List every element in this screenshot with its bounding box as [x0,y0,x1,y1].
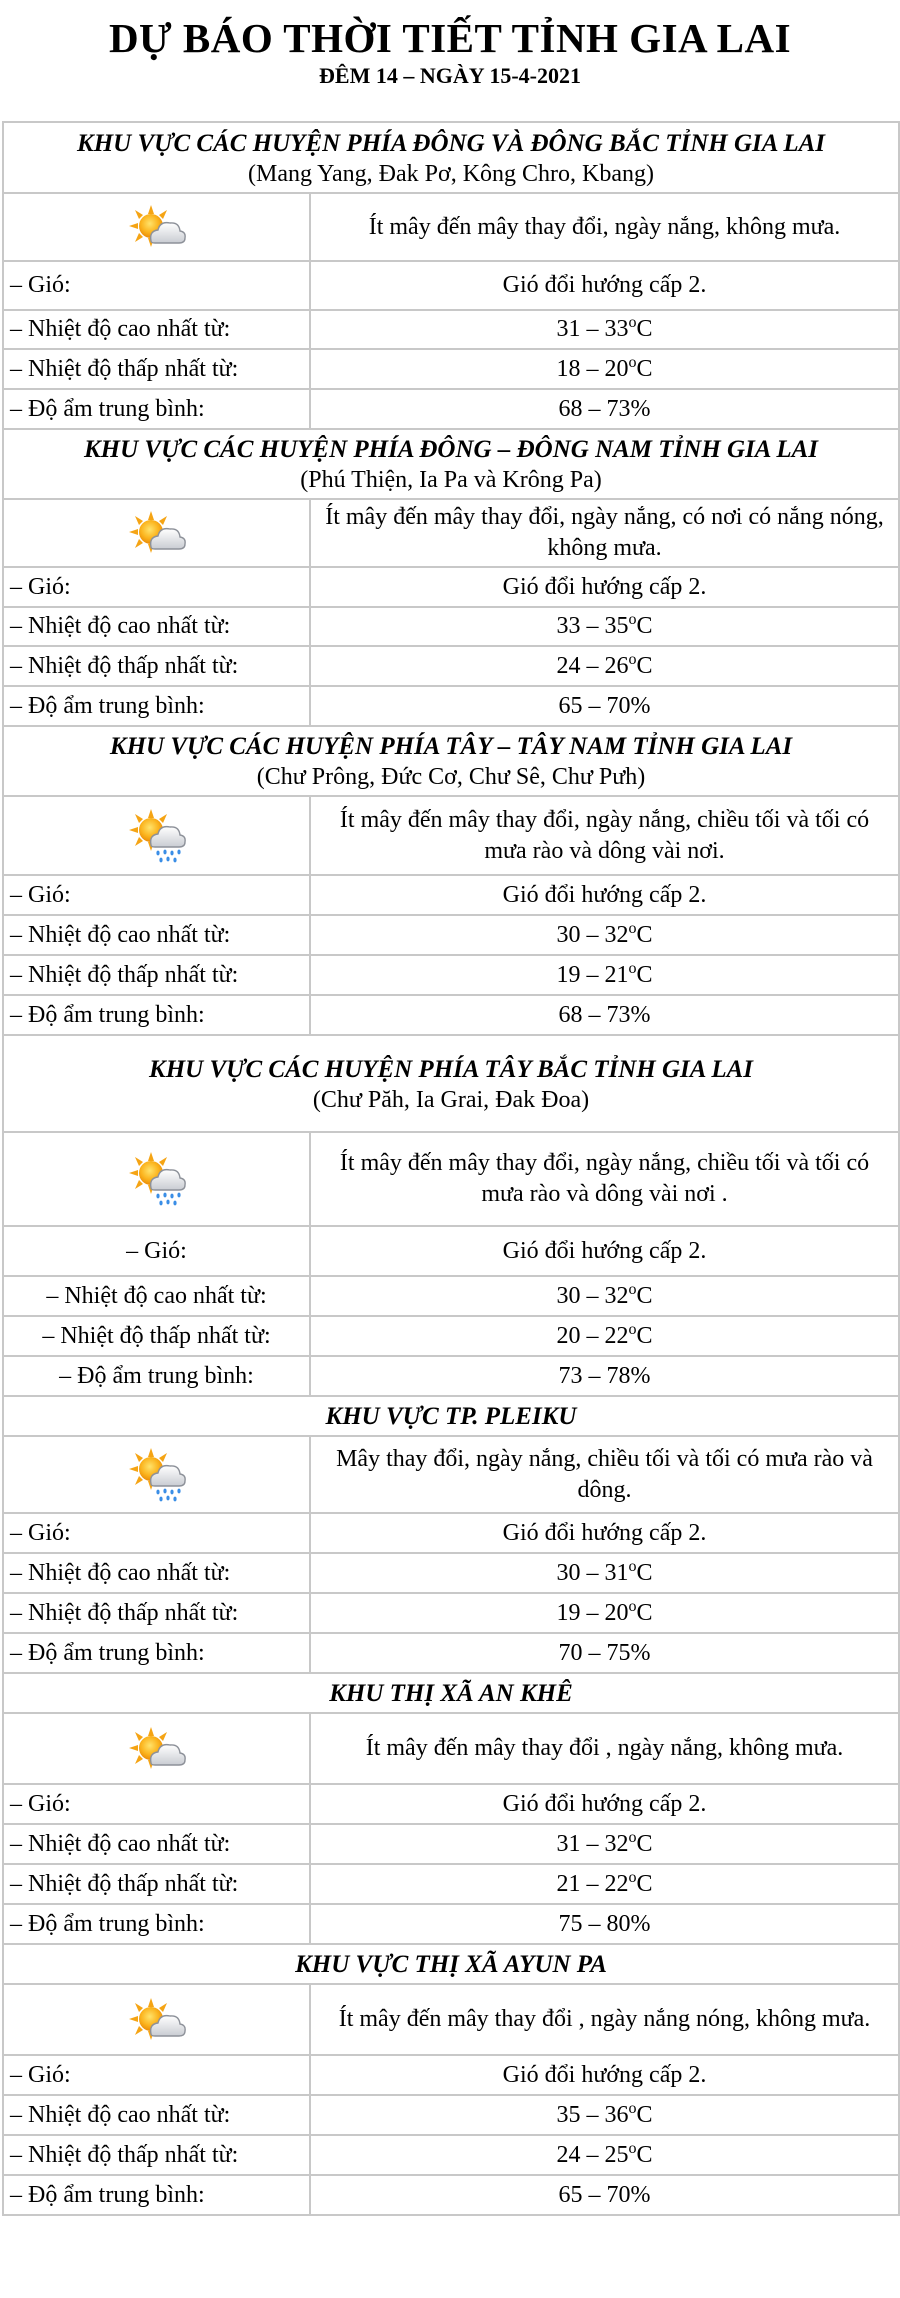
weather-icon-cell [3,1132,310,1226]
zone-header-row [3,726,899,796]
tmax-value: 33 – 35$^o$C [310,607,899,646]
humidity-label: – Độ ẩm trung bình: [3,686,310,726]
forecast-description: Ít mây đến mây thay đổi, ngày nắng, không mưa. [310,193,899,261]
degree-mark: o [628,919,637,937]
tmax-value: 31 – 33$^o$C [310,310,899,349]
forecast-description: Ít mây đến mây thay đổi , ngày nắng nóng, không mưa. [310,1984,899,2055]
degree-mark: o [628,2139,637,2157]
humidity-value: 65 – 70% [310,686,899,726]
tmin-label: – Nhiệt độ thấp nhất từ: [3,1316,310,1356]
tmin-label: – Nhiệt độ thấp nhất từ: [3,646,310,686]
degree-mark: o [628,611,637,628]
zone-forecast-row [3,796,899,875]
zone-header [3,122,899,193]
sun-cloud-icon [127,1994,187,2046]
tmax-value: 35 – 36$^o$C [310,2095,899,2135]
zone-forecast-row [3,499,899,567]
forecast-description: Ít mây đến mây thay đổi, ngày nắng, chiều tối và tối có mưa rào và dông vài nơi. [310,796,899,875]
temp-unit: C [636,316,653,342]
tmin-row [3,1593,899,1633]
wind-row [3,1513,899,1553]
weather-icon-cell [3,193,310,261]
weather-icon-cell [3,1436,310,1513]
tmax-label: – Nhiệt độ cao nhất từ: [3,2095,310,2135]
tmin-row [3,646,899,686]
wind-row [3,875,899,915]
tmax-row [3,607,899,646]
humidity-label: – Độ ẩm trung bình: [3,1633,310,1673]
degree-mark: o [628,1828,637,1846]
tmin-row [3,955,899,995]
temp-unit: C [636,355,653,382]
zone-header [3,726,899,796]
degree-mark: o [628,1597,637,1615]
temp-unit: C [636,961,653,988]
temp-unit: C [636,1322,653,1349]
wind-row [3,261,899,310]
tmax-label: – Nhiệt độ cao nhất từ: [3,1276,310,1316]
zone-districts: (Mang Yang, Đak Pơ, Kông Chro, Kbang) [248,160,655,187]
humidity-value: 65 – 70% [310,2175,899,2215]
wind-label: – Gió: [3,875,310,915]
wind-label: – Gió: [3,261,310,310]
temp-unit: C [636,613,653,639]
tmax-row [3,915,899,955]
tmin-row [3,2135,899,2175]
tmax-label: – Nhiệt độ cao nhất từ: [3,607,310,646]
zone-header-row [3,429,899,499]
zone-header-row [3,1673,899,1713]
sun-cloud-icon [127,507,187,559]
humidity-value: 68 – 73% [310,389,899,429]
sun-cloud-icon [127,201,187,253]
zone-area-title: KHU VỰC CÁC HUYỆN PHÍA TÂY – TÂY NAM TỈNH GIA LAI [109,733,793,760]
humidity-label: – Độ ẩm trung bình: [3,1356,310,1396]
zone-area-title: KHU VỰC TP. PLEIKU [325,1402,577,1430]
tmin-value: 19 – 20$^o$C [310,1593,899,1633]
zone-header [3,1944,899,1984]
tmin-value: 19 – 21$^o$C [310,955,899,995]
wind-value: Gió đổi hướng cấp 2. [310,261,899,310]
degree-mark: o [628,2099,637,2117]
wind-value: Gió đổi hướng cấp 2. [310,1513,899,1553]
wind-row [3,1226,899,1276]
zone-area-title: KHU VỰC CÁC HUYỆN PHÍA ĐÔNG – ĐÔNG NAM TỈNH GIA LAI [83,436,819,463]
zone-area-title: KHU VỰC THỊ XÃ AYUN PA [295,1950,607,1978]
degree-mark: o [628,314,637,331]
zone-districts: (Chư Prông, Đức Cơ, Chư Sê, Chư Pưh) [256,764,646,790]
weather-icon-cell [3,1984,310,2055]
humidity-label: – Độ ẩm trung bình: [3,1904,310,1944]
zone-header-row [3,122,899,193]
zone-forecast-row [3,1132,899,1226]
zone-forecast-row [3,193,899,261]
tmax-row [3,310,899,349]
humidity-label: – Độ ẩm trung bình: [3,2175,310,2215]
degree-mark: o [628,959,637,977]
temp-unit: C [636,1830,653,1857]
temp-unit: C [636,1282,653,1309]
temp-unit: C [636,1559,653,1586]
humidity-row [3,995,899,1035]
degree-mark: o [628,353,637,371]
degree-mark: o [628,1320,637,1338]
humidity-label: – Độ ẩm trung bình: [3,389,310,429]
humidity-row [3,389,899,429]
wind-label: – Gió: [3,1784,310,1824]
zone-area-title: KHU VỰC CÁC HUYỆN PHÍA TÂY BẮC TỈNH GIA LAI [149,1055,753,1083]
tmin-row [3,1864,899,1904]
zone-header-row [3,1035,899,1132]
forecast-table [2,121,900,2216]
tmin-label: – Nhiệt độ thấp nhất từ: [3,349,310,389]
tmin-label: – Nhiệt độ thấp nhất từ: [3,955,310,995]
temp-unit: C [636,2101,653,2128]
humidity-row [3,2175,899,2215]
tmax-row [3,2095,899,2135]
tmax-label: – Nhiệt độ cao nhất từ: [3,310,310,349]
tmin-value: 21 – 22$^o$C [310,1864,899,1904]
humidity-value: 73 – 78% [310,1356,899,1396]
humidity-row [3,686,899,726]
temp-unit: C [636,921,653,948]
wind-value: Gió đổi hướng cấp 2. [310,2055,899,2095]
tmax-row [3,1824,899,1864]
tmax-value: 31 – 32$^o$C [310,1824,899,1864]
temp-unit: C [636,652,653,679]
tmax-row [3,1553,899,1593]
zone-header [3,1673,899,1713]
sun-cloud-icon [127,1723,187,1775]
humidity-value: 70 – 75% [310,1633,899,1673]
humidity-row [3,1356,899,1396]
wind-label: – Gió: [3,1513,310,1553]
zone-header-row [3,1944,899,1984]
forecast-description: Ít mây đến mây thay đổi , ngày nắng, không mưa. [310,1713,899,1784]
tmax-value: 30 – 31$^o$C [310,1553,899,1593]
tmax-label: – Nhiệt độ cao nhất từ: [3,1824,310,1864]
forecast-description: Mây thay đổi, ngày nắng, chiều tối và tối có mưa rào và dông. [310,1436,899,1513]
tmax-label: – Nhiệt độ cao nhất từ: [3,1553,310,1593]
humidity-row [3,1633,899,1673]
tmin-value: 18 – 20$^o$C [310,349,899,389]
wind-label: – Gió: [3,1226,310,1276]
zone-districts: (Phú Thiện, Ia Pa và Krông Pa) [300,467,602,493]
weather-icon-cell [3,796,310,875]
wind-row [3,2055,899,2095]
zone-header [3,1035,899,1132]
zone-forecast-row [3,1984,899,2055]
humidity-value: 68 – 73% [310,995,899,1035]
degree-mark: o [628,1868,637,1886]
temp-unit: C [636,2141,653,2168]
zone-header-row [3,1396,899,1436]
page-subtitle: ĐÊM 14 – NGÀY 15-4-2021 [319,63,581,88]
zone-area-title: KHU VỰC CÁC HUYỆN PHÍA ĐÔNG VÀ ĐÔNG BẮC TỈNH GIA LAI [77,129,825,157]
tmin-label: – Nhiệt độ thấp nhất từ: [3,2135,310,2175]
tmin-label: – Nhiệt độ thấp nhất từ: [3,1593,310,1633]
tmin-label: – Nhiệt độ thấp nhất từ: [3,1864,310,1904]
tmax-value: 30 – 32$^o$C [310,915,899,955]
tmin-row [3,349,899,389]
zone-districts: (Chư Păh, Ia Grai, Đak Đoa) [312,1086,590,1113]
wind-value: Gió đổi hướng cấp 2. [310,1784,899,1824]
humidity-label: – Độ ẩm trung bình: [3,995,310,1035]
temp-unit: C [636,1870,653,1897]
wind-row [3,567,899,607]
tmin-value: 24 – 26$^o$C [310,646,899,686]
sun-cloud-rain-icon [127,805,187,867]
humidity-row [3,1904,899,1944]
tmax-row [3,1276,899,1316]
tmax-value: 30 – 32$^o$C [310,1276,899,1316]
wind-value: Gió đổi hướng cấp 2. [310,567,899,607]
zone-forecast-row [3,1713,899,1784]
forecast-description: Ít mây đến mây thay đổi, ngày nắng, chiều tối và tối có mưa rào và dông vài nơi . [310,1132,899,1226]
wind-value: Gió đổi hướng cấp 2. [310,875,899,915]
degree-mark: o [628,650,637,668]
zone-area-title: KHU THỊ XÃ AN KHÊ [329,1679,573,1707]
weather-icon-cell [3,1713,310,1784]
tmin-value: 20 – 22$^o$C [310,1316,899,1356]
wind-label: – Gió: [3,2055,310,2095]
zone-forecast-row [3,1436,899,1513]
zone-header [3,429,899,499]
weather-icon-cell [3,499,310,567]
humidity-value: 75 – 80% [310,1904,899,1944]
wind-row [3,1784,899,1824]
degree-mark: o [628,1557,637,1575]
wind-value: Gió đổi hướng cấp 2. [310,1226,899,1276]
sun-cloud-rain-icon [127,1148,187,1210]
sun-cloud-rain-icon [127,1444,187,1506]
forecast-description: Ít mây đến mây thay đổi, ngày nắng, có nơi có nắng nóng, không mưa. [310,499,899,567]
degree-mark: o [628,1280,637,1298]
zone-header [3,1396,899,1436]
page-title: DỰ BÁO THỜI TIẾT TỈNH GIA LAI [108,15,792,61]
temp-unit: C [636,1599,653,1626]
tmax-label: – Nhiệt độ cao nhất từ: [3,915,310,955]
wind-label: – Gió: [3,567,310,607]
tmin-value: 24 – 25$^o$C [310,2135,899,2175]
tmin-row [3,1316,899,1356]
